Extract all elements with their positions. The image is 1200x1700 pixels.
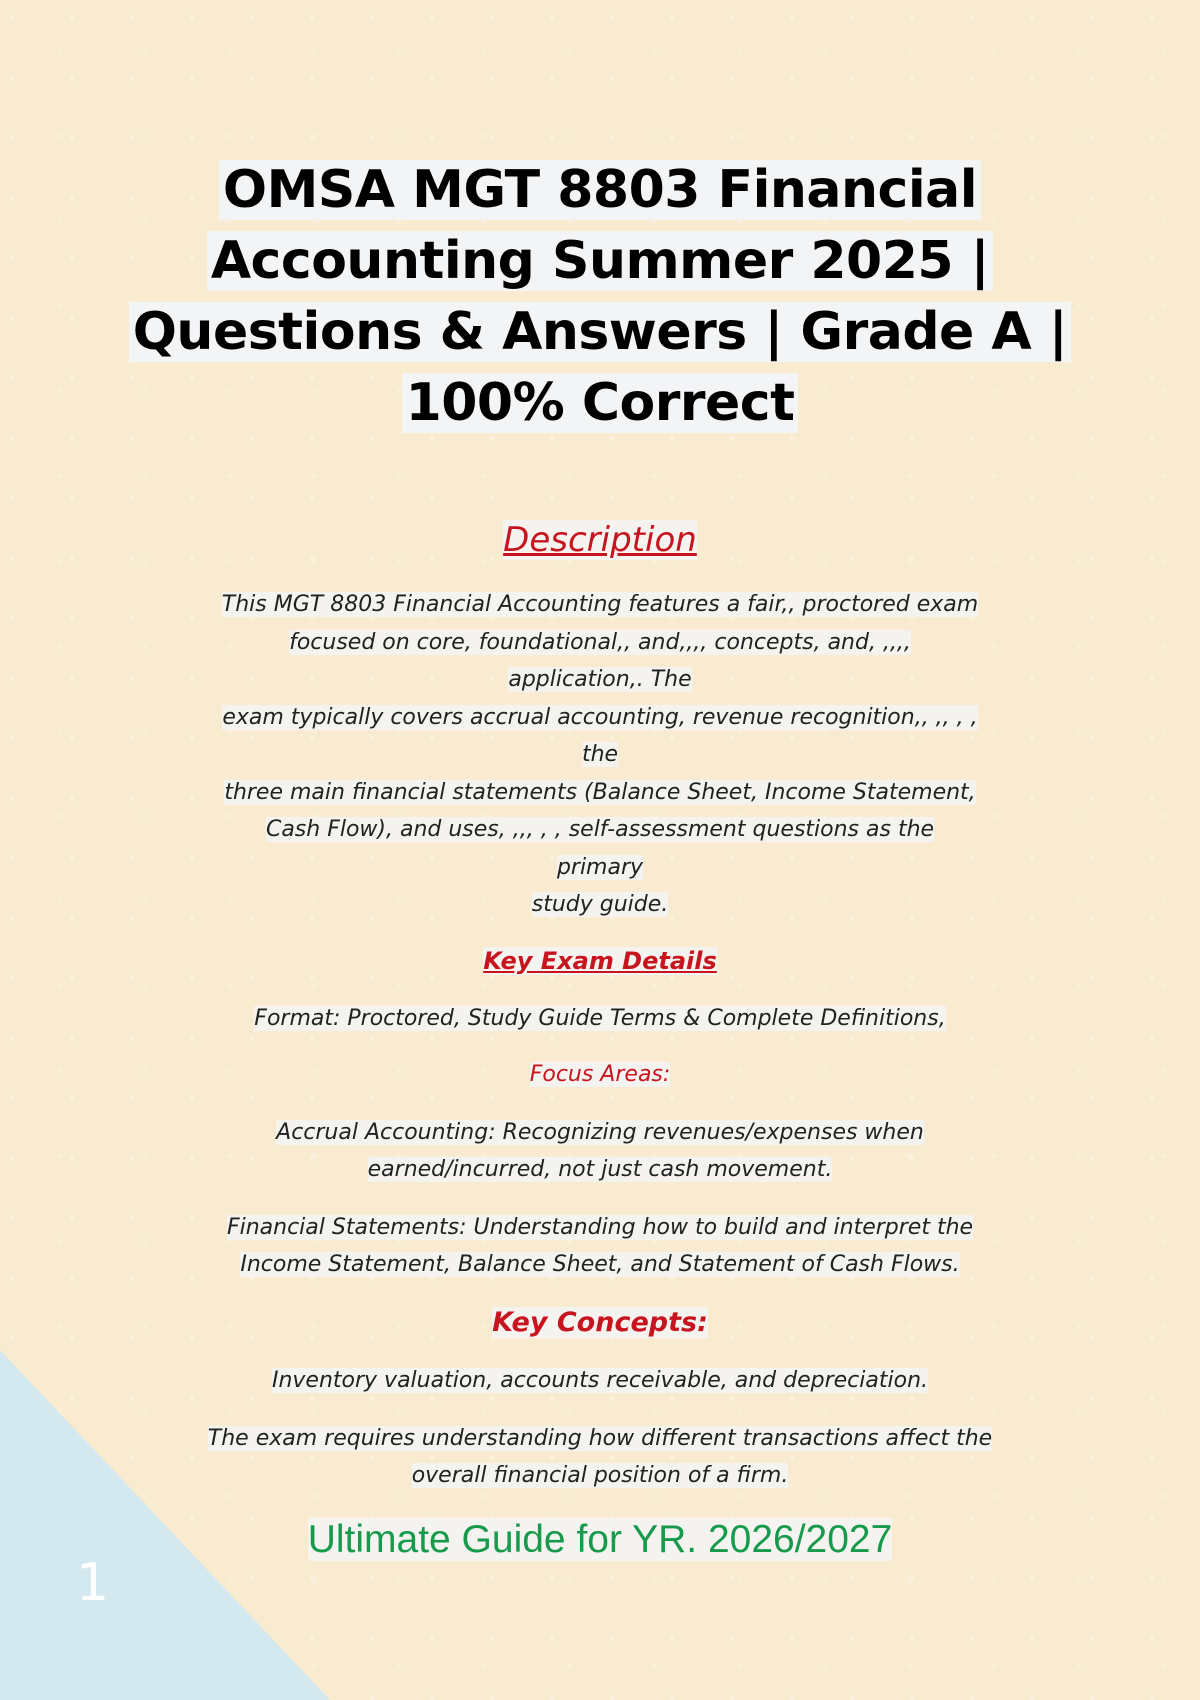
statements-line: Financial Statements: Understanding how to build and interpret the — [226, 1214, 974, 1240]
format-paragraph — [200, 1000, 1000, 1037]
description-line: Cash Flow), and uses, ,,, , , self-assessment questions as the primary — [265, 817, 935, 880]
transactions-paragraph — [200, 1420, 1000, 1494]
inventory-text: Inventory valuation, accounts receivable, and depreciation. — [271, 1367, 928, 1393]
key-exam-details-heading — [200, 944, 1000, 978]
key-concepts-heading — [200, 1304, 1000, 1342]
focus-areas-text: Focus Areas: — [529, 1061, 671, 1087]
key-concepts-text: Key Concepts: — [492, 1306, 708, 1338]
description-line: exam typically covers accrual accounting, revenue recognition,, ,, , , the — [222, 704, 978, 767]
accrual-line: earned/incurred, not just cash movement. — [367, 1156, 833, 1182]
title-line: OMSA MGT 8803 Financial — [219, 160, 981, 220]
focus-areas-label — [200, 1058, 1000, 1092]
page-number: 1 — [76, 1553, 110, 1613]
guide-banner-text: Ultimate Guide for YR. 2026/2027 — [307, 1517, 893, 1561]
transactions-line: overall financial position of a firm. — [411, 1462, 789, 1488]
statements-paragraph — [200, 1209, 1000, 1283]
description-heading — [200, 518, 1000, 562]
key-exam-details-text: Key Exam Details — [483, 946, 717, 975]
title-line: Accounting Summer 2025 | — [207, 231, 993, 291]
format-text: Format: Proctored, Study Guide Terms & Complete Definitions, — [254, 1005, 946, 1031]
description-heading-text: Description — [503, 520, 697, 560]
title-line: Questions & Answers | Grade A | — [129, 302, 1072, 362]
guide-banner — [200, 1515, 1000, 1565]
title-line: 100% Correct — [402, 373, 799, 433]
document-title — [0, 155, 1200, 439]
transactions-line: The exam requires understanding how different transactions affect the — [207, 1425, 993, 1451]
document-body — [200, 518, 1000, 1565]
description-line: three main financial statements (Balance Sheet, Income Statement, — [224, 779, 976, 805]
inventory-paragraph — [200, 1362, 1000, 1399]
description-line: focused on core, foundational,, and,,,, concepts, and, ,,,, application,. The — [289, 629, 911, 692]
description-line: study guide. — [531, 892, 669, 917]
accrual-line: Accrual Accounting: Recognizing revenues/expenses when — [276, 1119, 924, 1145]
description-paragraph — [220, 586, 980, 924]
accrual-paragraph — [200, 1114, 1000, 1188]
statements-line: Income Statement, Balance Sheet, and Statement of Cash Flows. — [240, 1251, 960, 1277]
description-line: This MGT 8803 Financial Accounting features a fair,, proctored exam — [221, 592, 979, 617]
